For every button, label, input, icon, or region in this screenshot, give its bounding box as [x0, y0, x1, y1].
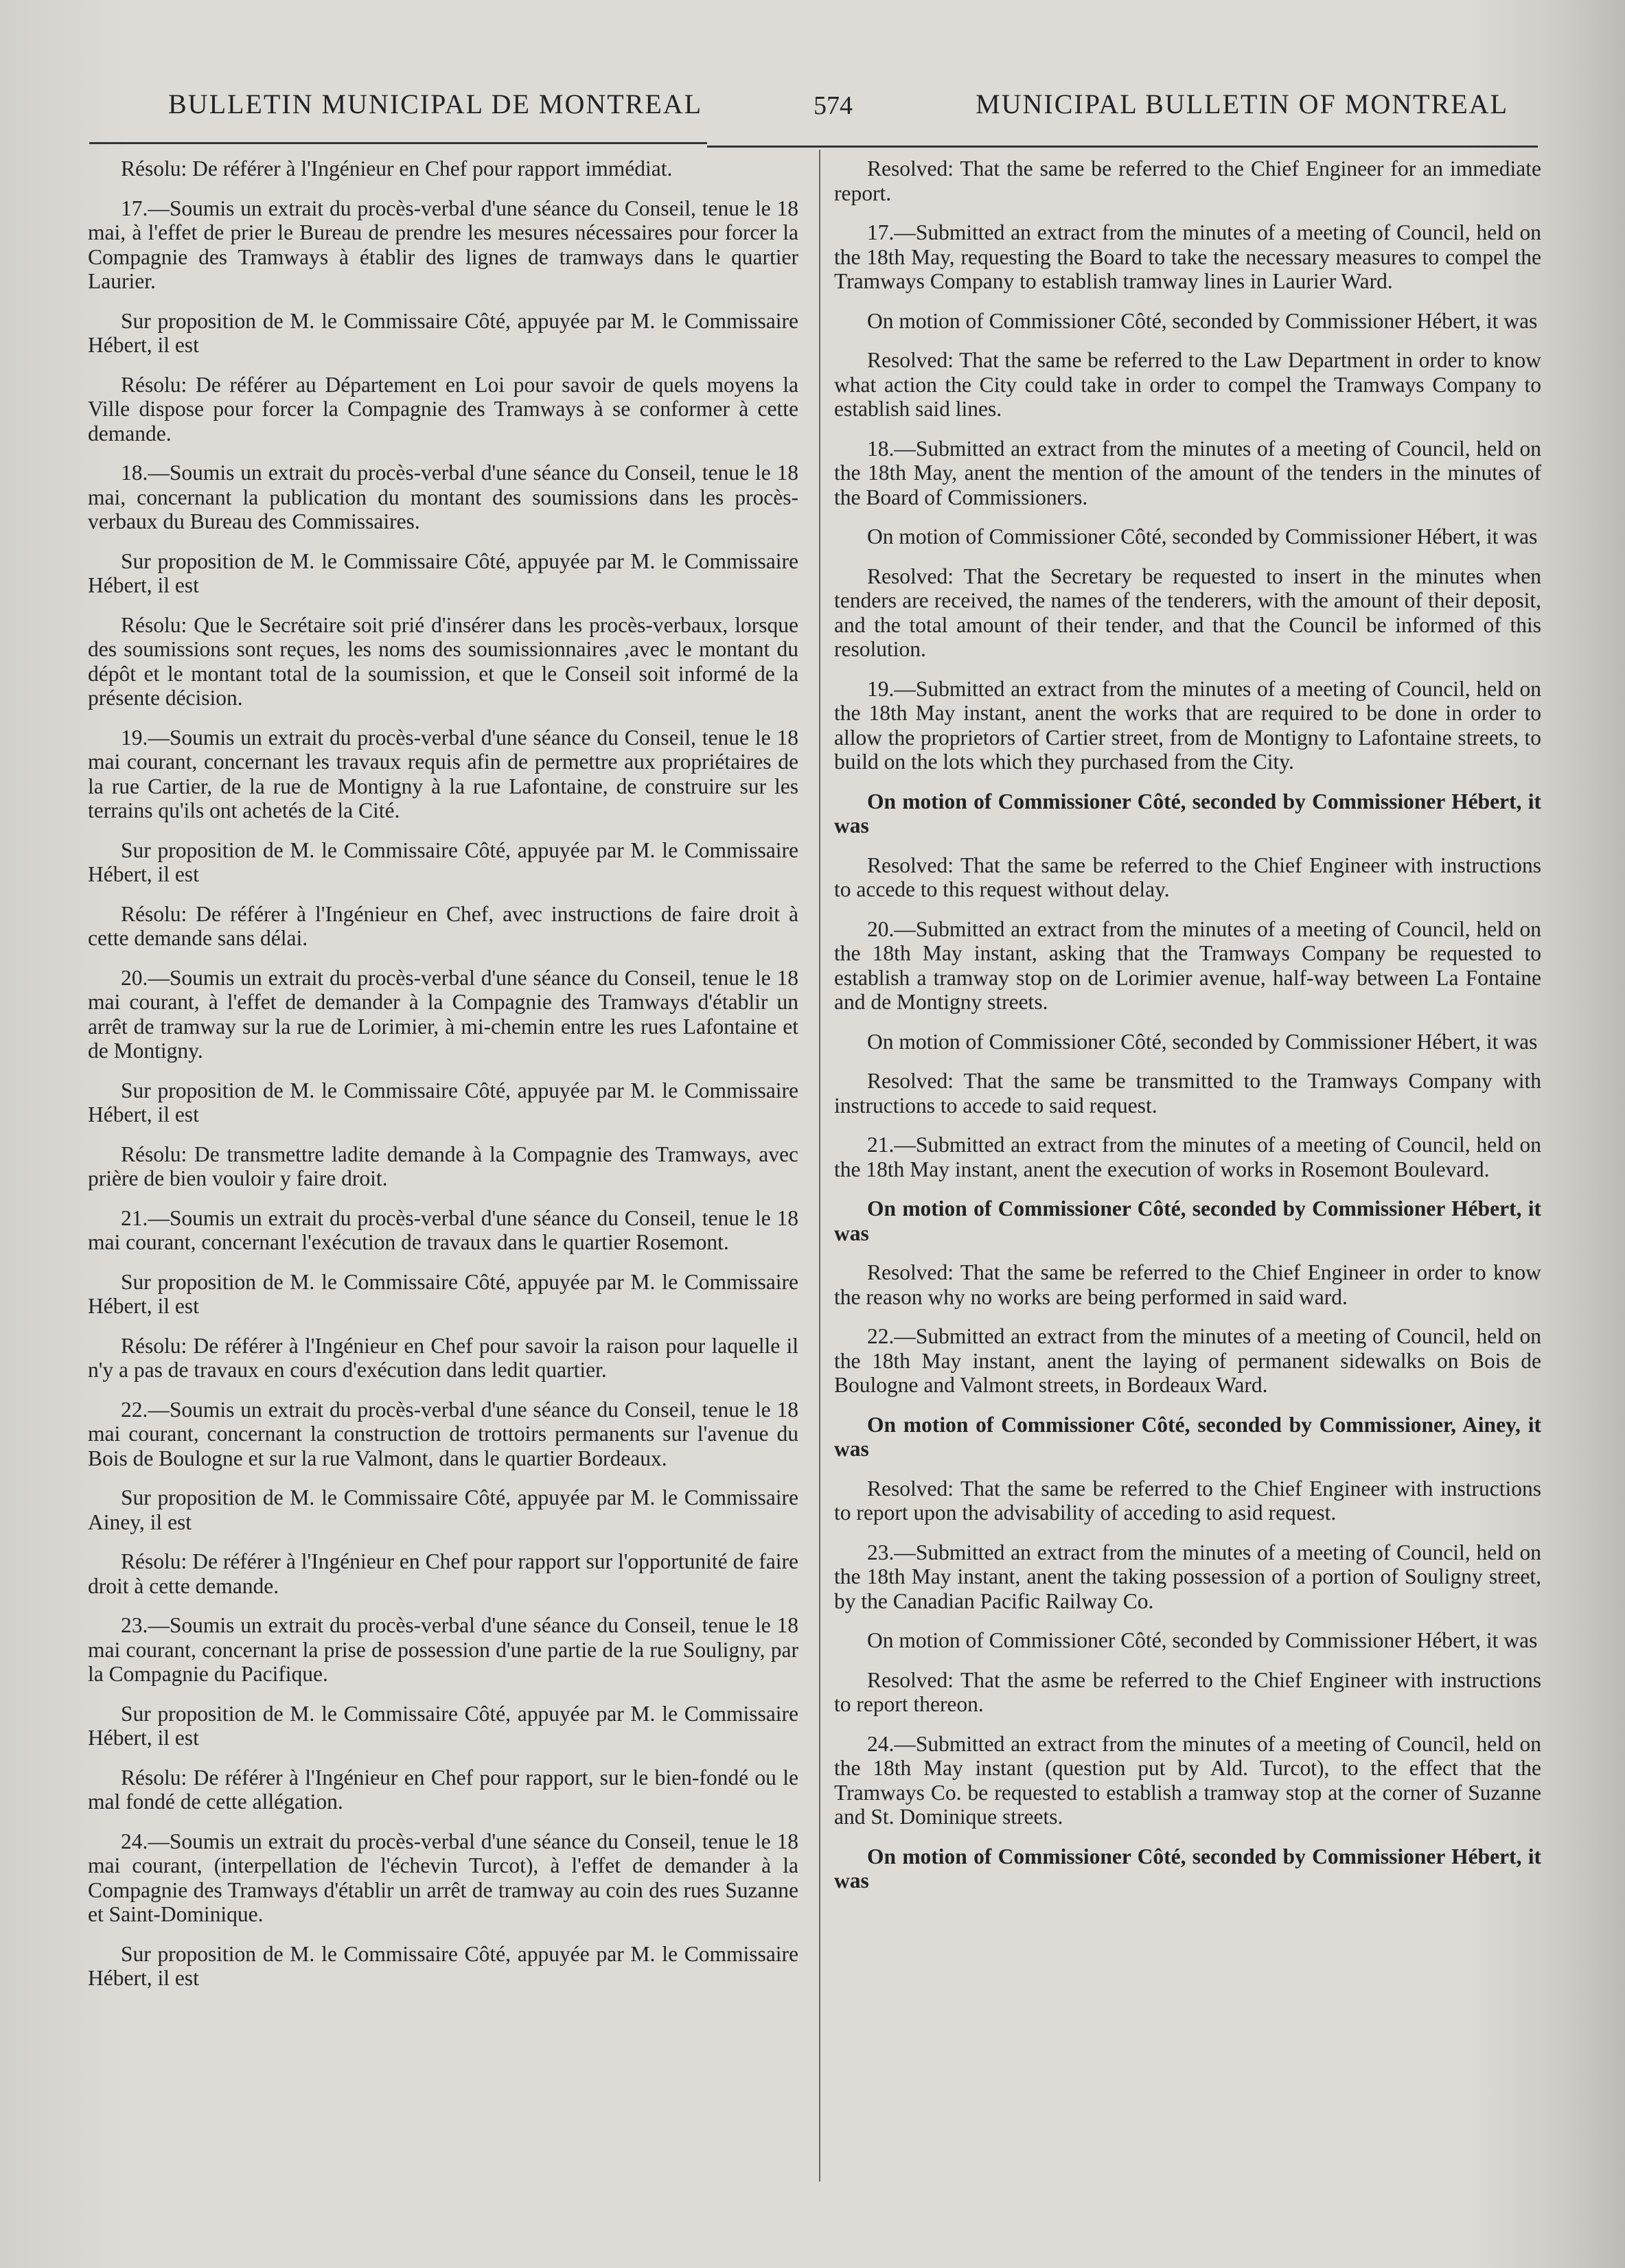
paragraph: 18.—Submitted an extract from the minutes of a meeting of Council, held on the 18th May, anent the mention of the amount of the tenders in the minutes of the Board of Commissioners.	[834, 436, 1541, 509]
paragraph: On motion of Commissioner Côté, seconded by Commissioner Hébert, it was	[834, 1844, 1541, 1893]
header-right-title: MUNICIPAL BULLETIN OF MONTREAL	[976, 89, 1508, 119]
paragraph: Resolved: That the asme be referred to the Chief Engineer with instructions to report thereon.	[834, 1667, 1541, 1716]
page-number: 574	[814, 91, 853, 120]
english-column	[834, 157, 1541, 1908]
running-header	[165, 81, 1508, 125]
paragraph: On motion of Commissioner Côté, seconded by Commissioner, Ainey, it was	[834, 1412, 1541, 1461]
paragraph: On motion of Commissioner Côté, seconded by Commissioner Hébert, it was	[867, 308, 1538, 333]
paragraph: Résolu: De transmettre ladite demande à la Compagnie des Tramways, avec prière de bien vouloir y faire droit.	[88, 1142, 798, 1190]
paragraph: Résolu: De référer à l'Ingénieur en Chef pour rapport, sur le bien-fondé ou le mal fondé de cette allégation.	[88, 1765, 798, 1814]
paragraph: Résolu: De référer à l'Ingénieur en Chef pour rapport immédiat.	[121, 157, 673, 181]
paragraph: On motion of Commissioner Côté, seconded by Commissioner Hébert, it was	[867, 1628, 1538, 1652]
paragraph: 23.—Submitted an extract from the minutes of a meeting of Council, held on the 18th May instant, anent the taking possession of a portion of Souligny street, by the Canadian Pacific Railway Co.	[834, 1540, 1541, 1613]
column-divider	[819, 150, 820, 2182]
paragraph: 20.—Submitted an extract from the minutes of a meeting of Council, held on the 18th May instant, asking that the Tramways Company be requested to establish a tramway stop on de Lorimier avenue, half-way between La Fontaine and de Montigny streets.	[834, 916, 1541, 1014]
paragraph: 21.—Soumis un extrait du procès-verbal d'une séance du Conseil, tenue le 18 mai courant, concernant l'exécution de travaux dans le quartier Rosemont.	[88, 1205, 798, 1254]
paragraph: 24.—Submitted an extract from the minutes of a meeting of Council, held on the 18th May instant (question put by Ald. Turcot), to the effect that the Tramways Co. be requested to establish a tramway stop at the corner of Suzanne and St. Dominique streets.	[834, 1731, 1541, 1829]
paragraph: On motion of Commissioner Côté, seconded by Commissioner Hébert, it was	[867, 524, 1538, 548]
paragraph: Resolved: That the same be referred to the Chief Engineer with instructions to report upon the advisability of acceding to asid request.	[834, 1476, 1541, 1525]
paragraph: Resolved: That the same be referred to the Chief Engineer in order to know the reason why no works are being performed in said ward.	[834, 1260, 1541, 1309]
paragraph: Sur proposition de M. le Commissaire Côté, appuyée par M. le Commissaire Hébert, il est	[88, 1701, 798, 1750]
paragraph: Resolved: That the same be referred to the Law Department in order to know what action the City could take in order to compel the Tramways Company to establish said lines.	[834, 348, 1541, 421]
paragraph: 20.—Soumis un extrait du procès-verbal d'une séance du Conseil, tenue le 18 mai courant, à l'effet de demander à la Compagnie des Tramways d'établir un arrêt de tramway sur la rue de Lorimier, à mi-chemin entre les rues Lafontaine et de Montigny.	[88, 965, 798, 1063]
paragraph: Résolu: De référer au Département en Loi pour savoir de quels moyens la Ville dispose pour forcer la Compagnie des Tramways à se conformer à cette demande.	[88, 372, 798, 445]
header-rule-right	[707, 146, 1538, 148]
paragraph: Résolu: De référer à l'Ingénieur en Chef, avec instructions de faire droit à cette demande sans délai.	[88, 901, 798, 950]
paragraph: On motion of Commissioner Côté, seconded by Commissioner Hébert, it was	[834, 1196, 1541, 1245]
paragraph: On motion of Commissioner Côté, seconded by Commissioner Hébert, it was	[867, 1029, 1538, 1054]
french-column	[88, 157, 798, 2006]
paragraph: 18.—Soumis un extrait du procès-verbal d'une séance du Conseil, tenue le 18 mai, concernant la publication du montant des soumissions dans les procès-verbaux du Bureau des Commissaires.	[88, 461, 798, 533]
paragraph: Sur proposition de M. le Commissaire Côté, appuyée par M. le Commissaire Hébert, il est	[88, 1078, 798, 1126]
paragraph: Sur proposition de M. le Commissaire Côté, appuyée par M. le Commissaire Hébert, il est	[88, 837, 798, 886]
paragraph: Resolved: That the Secretary be requested to insert in the minutes when tenders are received, the names of the tenderers, with the amount of their deposit, and the total amount of their tender, and that the Council be informed of this resolution.	[834, 564, 1541, 661]
paragraph: 24.—Soumis un extrait du procès-verbal d'une séance du Conseil, tenue le 18 mai courant, (interpellation de l'échevin Turcot), à l'effet de demander à la Compagnie des Tramways d'établir un arrêt de tramway au coin des rues Suzanne et Saint-Dominique.	[88, 1829, 798, 1926]
paragraph: Sur proposition de M. le Commissaire Côté, appuyée par M. le Commissaire Hébert, il est	[88, 1941, 798, 1990]
paragraph: Resolved: That the same be referred to the Chief Engineer for an immediate report.	[834, 157, 1541, 205]
paragraph: 22.—Soumis un extrait du procès-verbal d'une séance du Conseil, tenue le 18 mai courant, concernant la construction de trottoirs permanents sur l'avenue du Bois de Boulogne et sur la rue Valmont, dans le quartier Bordeaux.	[88, 1397, 798, 1470]
paragraph: 19.—Soumis un extrait du procès-verbal d'une séance du Conseil, tenue le 18 mai courant, concernant les travaux requis afin de permettre aux propriétaires de la rue Cartier, de la rue de Montigny à la rue Lafontaine, de construire sur les terrains qu'ils ont achetés de la Cité.	[88, 725, 798, 822]
paragraph: 22.—Submitted an extract from the minutes of a meeting of Council, held on the 18th May instant, anent the laying of permanent sidewalks on Bois de Boulogne and Valmont streets, in Bordeaux Ward.	[834, 1324, 1541, 1397]
paragraph: Résolu: Que le Secrétaire soit prié d'insérer dans les procès-verbaux, lorsque des soumissions sont reçues, les noms des soumissionnaires ,avec le montant du dépôt et le montant total de la soumission, et que le Conseil soit informé de la présente décision.	[88, 612, 798, 710]
paragraph: Sur proposition de M. le Commissaire Côté, appuyée par M. le Commissaire Ainey, il est	[88, 1485, 798, 1534]
paragraph: Résolu: De référer à l'Ingénieur en Chef pour savoir la raison pour laquelle il n'y a pas de travaux en cours d'exécution dans ledit quartier.	[88, 1333, 798, 1382]
paragraph: 23.—Soumis un extrait du procès-verbal d'une séance du Conseil, tenue le 18 mai courant, concernant la prise de possession d'une partie de la rue Souligny, par la Compagnie du Pacifique.	[88, 1613, 798, 1686]
paragraph: Résolu: De référer à l'Ingénieur en Chef pour rapport sur l'opportunité de faire droit à cette demande.	[88, 1549, 798, 1598]
paragraph: 21.—Submitted an extract from the minutes of a meeting of Council, held on the 18th May instant, anent the execution of works in Rosemont Boulevard.	[834, 1133, 1541, 1181]
paragraph: Sur proposition de M. le Commissaire Côté, appuyée par M. le Commissaire Hébert, il est	[88, 548, 798, 597]
paragraph: Sur proposition de M. le Commissaire Côté, appuyée par M. le Commissaire Hébert, il est	[88, 1269, 798, 1318]
paragraph: Sur proposition de M. le Commissaire Côté, appuyée par M. le Commissaire Hébert, il est	[88, 308, 798, 357]
paragraph: 19.—Submitted an extract from the minutes of a meeting of Council, held on the 18th May instant, anent the works that are required to be done in order to allow the proprietors of Cartier street, from de Montigny to Lafontaine streets, to build on the lots which they purchased from the City.	[834, 676, 1541, 774]
header-rule-left	[89, 142, 707, 144]
paragraph: On motion of Commissioner Côté, seconded by Commissioner Hébert, it was	[834, 789, 1541, 837]
paragraph: Resolved: That the same be referred to the Chief Engineer with instructions to accede to this request without delay.	[834, 853, 1541, 901]
paragraph: 17.—Soumis un extrait du procès-verbal d'une séance du Conseil, tenue le 18 mai, à l'effet de prier le Bureau de prendre les mesures nécessaires pour forcer la Compagnie des Tramways à établir des lignes de tramways dans le quartier Laurier.	[88, 196, 798, 293]
header-left-title: BULLETIN MUNICIPAL DE MONTREAL	[168, 89, 703, 119]
paragraph: 17.—Submitted an extract from the minutes of a meeting of Council, held on the 18th May, requesting the Board to take the necessary measures to compel the Tramways Company to establish tramway lines in Laurier Ward.	[834, 220, 1541, 293]
paragraph: Resolved: That the same be transmitted to the Tramways Company with instructions to accede to said request.	[834, 1069, 1541, 1118]
